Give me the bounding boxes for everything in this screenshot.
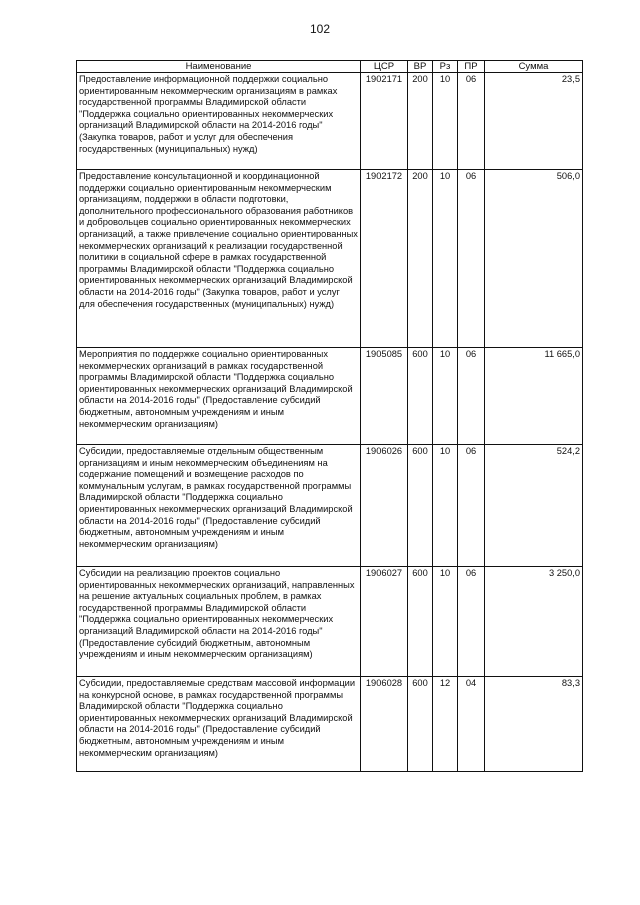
row-rz: 10 — [433, 567, 458, 677]
row-vr: 600 — [408, 445, 433, 567]
row-rz: 10 — [433, 348, 458, 445]
row-sum: 83,3 — [485, 677, 583, 772]
row-pr: 06 — [458, 170, 485, 348]
row-name: Мероприятия по поддержке социально ориентированных некоммерческих организаций в рамках государственной программы Владимирской области "Поддержка социально ориентированных некоммерческих организаций Владимирской области на 2014-2016 годы" (Предоставление субсидий бюджетным, автономным учреждениям и иным некоммерческим организациям) — [77, 348, 361, 445]
table-row — [77, 677, 583, 772]
row-name: Субсидии на реализацию проектов социально ориентированных некоммерческих организаций, направленных на решение актуальных социальных проблем, в рамках государственной программы Владимирской области "Поддержка социально ориентированных некоммерческих организаций Владимирской области на 2014-2016 годы" (Предоставление субсидий бюджетным, автономным учреждениям и иным некоммерческим организациям) — [77, 567, 361, 677]
row-pr: 06 — [458, 73, 485, 170]
header-pr: ПР — [458, 61, 485, 73]
table-row — [77, 445, 583, 567]
row-sum: 524,2 — [485, 445, 583, 567]
header-csr: ЦСР — [361, 61, 408, 73]
row-csr: 1902172 — [361, 170, 408, 348]
row-vr: 200 — [408, 73, 433, 170]
row-rz: 10 — [433, 445, 458, 567]
header-name: Наименование — [77, 61, 361, 73]
row-vr: 600 — [408, 567, 433, 677]
header-rz: Рз — [433, 61, 458, 73]
row-rz: 10 — [433, 73, 458, 170]
row-pr: 04 — [458, 677, 485, 772]
row-csr: 1902171 — [361, 73, 408, 170]
row-rz: 12 — [433, 677, 458, 772]
row-vr: 200 — [408, 170, 433, 348]
table-row — [77, 348, 583, 445]
budget-table — [76, 60, 583, 772]
row-name: Предоставление консультационной и координационной поддержки социально ориентированным некоммерческим организациям, поддержки в области подготовки, дополнительного профессионального образования работников и добровольцев социально ориентированных некоммерческих организаций, а также привлечение социально ориентированных некоммерческих организаций к реализации государственной политики в социальной сфере в рамках государственной программы Владимирской области "Поддержка социально ориентированных некоммерческих организаций Владимирской области на 2014-2016 годы" (Закупка товаров, работ и услуг для обеспечения государственных (муниципальных) нужд) — [77, 170, 361, 348]
row-csr: 1906027 — [361, 567, 408, 677]
row-sum: 506,0 — [485, 170, 583, 348]
table-row — [77, 73, 583, 170]
row-csr: 1906028 — [361, 677, 408, 772]
row-name: Предоставление информационной поддержки социально ориентированным некоммерческим организациям в рамках государственной программы Владимирской области "Поддержка социально ориентированных некоммерческих организаций Владимирской области на 2014-2016 годы" (Закупка товаров, работ и услуг для обеспечения государственных (муниципальных) нужд) — [77, 73, 361, 170]
row-vr: 600 — [408, 348, 433, 445]
row-pr: 06 — [458, 567, 485, 677]
header-sum: Сумма — [485, 61, 583, 73]
row-rz: 10 — [433, 170, 458, 348]
row-sum: 11 665,0 — [485, 348, 583, 445]
page-number: 102 — [309, 22, 331, 36]
row-name: Субсидии, предоставляемые отдельным общественным организациям и иным некоммерческим объединениям на содержание помещений и возмещение расходов по коммунальным услугам, в рамках государственной программы Владимирской области "Поддержка социально ориентированных некоммерческих организаций Владимирской области на 2014-2016 годы" (Предоставление субсидий бюджетным, автономным учреждениям и иным некоммерческим организациям) — [77, 445, 361, 567]
row-pr: 06 — [458, 348, 485, 445]
row-pr: 06 — [458, 445, 485, 567]
row-vr: 600 — [408, 677, 433, 772]
row-sum: 23,5 — [485, 73, 583, 170]
row-sum: 3 250,0 — [485, 567, 583, 677]
table-header-row — [77, 61, 583, 73]
header-vr: ВР — [408, 61, 433, 73]
row-name: Субсидии, предоставляемые средствам массовой информации на конкурсной основе, в рамках государственной программы Владимирской области "Поддержка социально ориентированных некоммерческих организаций Владимирской области на 2014-2016 годы" (Предоставление субсидий бюджетным, автономным учреждениям и иным некоммерческим организациям) — [77, 677, 361, 772]
row-csr: 1905085 — [361, 348, 408, 445]
row-csr: 1906026 — [361, 445, 408, 567]
table-row — [77, 170, 583, 348]
table-row — [77, 567, 583, 677]
